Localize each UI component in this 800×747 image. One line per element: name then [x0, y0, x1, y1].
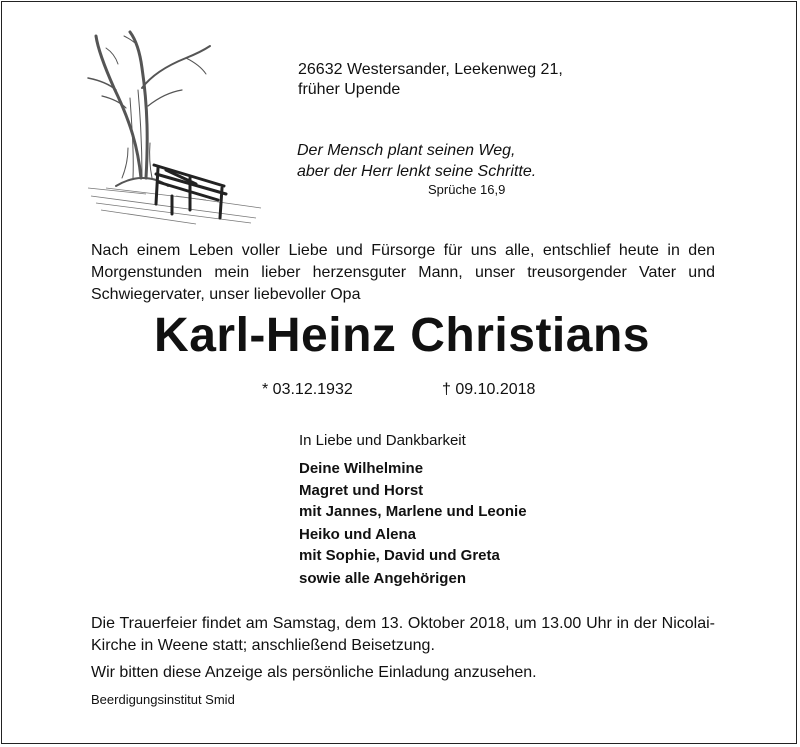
tree-and-bench-illustration — [86, 28, 266, 228]
address — [298, 60, 563, 100]
undertaker-name: Beerdigungsinstitut Smid — [91, 692, 235, 707]
mourner-family-1-line-2: mit Jannes, Marlene und Leonie — [299, 503, 527, 520]
address-line-1: 26632 Westersander, Leekenweg 21, — [298, 61, 563, 78]
quote-source: Sprüche 16,9 — [428, 182, 506, 197]
funeral-info: Die Trauerfeier findet am Samstag, dem 13. Oktober 2018, um 13.00 Uhr in der Nicolai-Kirche in Weene statt; anschließend Beisetzung. — [91, 615, 715, 654]
mourners-heading: In Liebe und Dankbarkeit — [299, 432, 466, 449]
deceased-name: Karl-Heinz Christians — [154, 309, 650, 362]
mourner-family-1-line-1: Magret und Horst — [299, 482, 424, 499]
death-date: † 09.10.2018 — [442, 381, 536, 398]
mourner-family-1 — [299, 480, 527, 522]
birth-date: * 03.12.1932 — [262, 381, 353, 398]
address-line-2: früher Upende — [298, 81, 401, 98]
invitation-note: Wir bitten diese Anzeige als persönliche Einladung anzusehen. — [91, 664, 537, 681]
mourner-family-2 — [299, 524, 500, 566]
mourner-wife: Deine Wilhelmine — [299, 460, 424, 477]
mourner-others: sowie alle Angehörigen — [299, 570, 466, 587]
bible-quote — [297, 140, 536, 182]
quote-line-1: Der Mensch plant seinen Weg, — [297, 142, 516, 159]
obituary-notice — [1, 1, 797, 744]
mourner-family-2-line-1: Heiko und Alena — [299, 526, 416, 543]
intro-text: Nach einem Leben voller Liebe und Fürsorge für uns alle, entschlief heute in den Morgenstunden mein lieber herzensguter Mann, unser treusorgender Vater und Schwiegervater, unser liebevoller Opa — [91, 242, 715, 303]
mourner-family-2-line-2: mit Sophie, David und Greta — [299, 547, 500, 564]
quote-line-2: aber der Herr lenkt seine Schritte. — [297, 163, 537, 180]
